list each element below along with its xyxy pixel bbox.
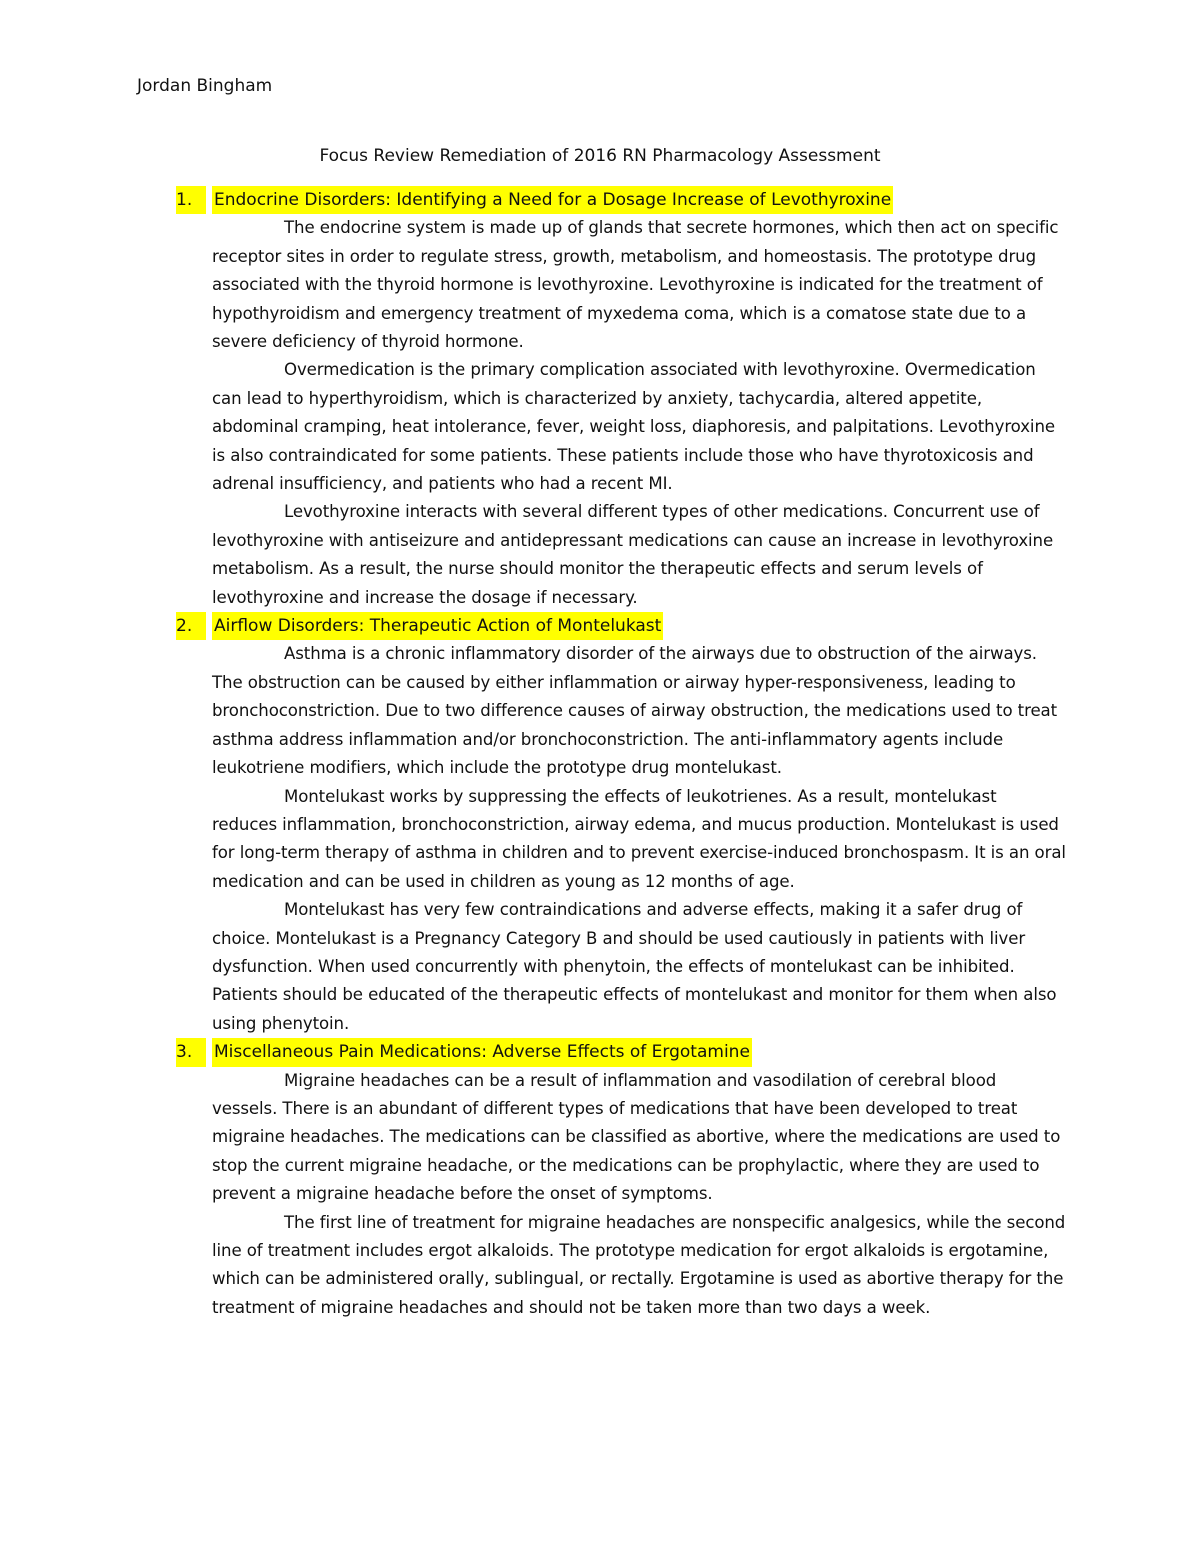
paragraph: Levothyroxine interacts with several different types of other medications. Concurrent use of levothyroxine with antiseizure and antidepressant medications can cause an increase in levothyroxine metabolism. As a result, the nurse should monitor the therapeutic effects and serum levels of levothyroxine and increase the dosage if necessary. bbox=[212, 502, 1054, 607]
section-number: 3. bbox=[176, 1038, 206, 1066]
paragraph: Overmedication is the primary complication associated with levothyroxine. Overmedication can lead to hyperthyroidism, which is characterized by anxiety, tachycardia, altered appetite, abdominal cramping, heat intolerance, fever, weight loss, diaphoresis, and palpitations. Levothyroxine is also contraindicated for some patients. These patients include those who have thyrotoxicosis and adrenal insufficiency, and patients who had a recent MI. bbox=[212, 360, 1055, 494]
paragraph: Migraine headaches can be a result of inflammation and vasodilation of cerebral blood vessels. There is an abundant of different types of medications that have been developed to treat migraine headaches. The medications can be classified as abortive, where the medications are used to stop the current migraine headache, or the medications can be prophylactic, where they are used to prevent a migraine headache before the onset of symptoms. bbox=[212, 1070, 1061, 1204]
section-number: 2. bbox=[176, 612, 206, 640]
section-2 bbox=[176, 612, 1066, 1038]
paragraph: Asthma is a chronic inflammatory disorder of the airways due to obstruction of the airways. The obstruction can be caused by either inflammation or airway hyper-responsiveness, leading to bronchoconstriction. Due to two difference causes of airway obstruction, the medications used to treat asthma address inflammation and/or bronchoconstriction. The anti-inflammatory agents include leukotriene modifiers, which include the prototype drug montelukast. bbox=[212, 644, 1058, 778]
section-title: Airflow Disorders: Therapeutic Action of Montelukast bbox=[212, 612, 663, 640]
section-title: Miscellaneous Pain Medications: Adverse Effects of Ergotamine bbox=[212, 1038, 752, 1066]
section-heading bbox=[176, 612, 1066, 640]
section-1 bbox=[176, 186, 1066, 612]
paragraph: The endocrine system is made up of glands that secrete hormones, which then act on specific receptor sites in order to regulate stress, growth, metabolism, and homeostasis. The prototype drug associated with the thyroid hormone is levothyroxine. Levothyroxine is indicated for the treatment of hypothyroidism and emergency treatment of myxedema coma, which is a comatose state due to a severe deficiency of thyroid hormone. bbox=[212, 218, 1059, 352]
sections-list bbox=[176, 186, 1066, 1322]
author-name: Jordan Bingham bbox=[137, 76, 273, 96]
paragraph: Montelukast works by suppressing the effects of leukotrienes. As a result, montelukast reduces inflammation, bronchoconstriction, airway edema, and mucus production. Montelukast is used for long-term therapy of asthma in children and to prevent exercise-induced bronchospasm. It is an oral medication and can be used in children as young as 12 months of age. bbox=[212, 786, 1066, 891]
section-heading bbox=[176, 186, 1066, 214]
section-3 bbox=[176, 1038, 1066, 1322]
paragraph: The first line of treatment for migraine headaches are nonspecific analgesics, while the second line of treatment includes ergot alkaloids. The prototype medication for ergot alkaloids is ergotamine, which can be administered orally, sublingual, or rectally. Ergotamine is used as abortive therapy for the treatment of migraine headaches and should not be taken more than two days a week. bbox=[212, 1212, 1066, 1317]
section-number: 1. bbox=[176, 186, 206, 214]
document-title: Focus Review Remediation of 2016 RN Pharmacology Assessment bbox=[319, 146, 881, 166]
section-heading bbox=[176, 1038, 1066, 1066]
paragraph: Montelukast has very few contraindications and adverse effects, making it a safer drug of choice. Montelukast is a Pregnancy Category B and should be used cautiously in patients with liver dysfunction. When used concurrently with phenytoin, the effects of montelukast can be inhibited. Patients should be educated of the therapeutic effects of montelukast and monitor for them when also using phenytoin. bbox=[212, 900, 1057, 1033]
section-title: Endocrine Disorders: Identifying a Need for a Dosage Increase of Levothyroxine bbox=[212, 186, 893, 214]
